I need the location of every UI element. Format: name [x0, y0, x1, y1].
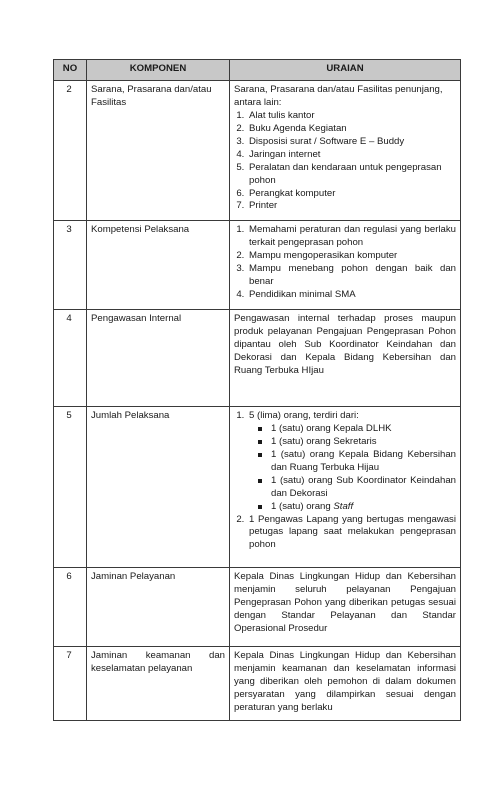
- uraian-intro: Sarana, Prasarana dan/atau Fasilitas penunjang, antara lain:: [234, 84, 443, 108]
- komponen-line-2: keselamatan pelayanan: [91, 662, 193, 674]
- bullet-item: [269, 501, 456, 514]
- table-row: [54, 221, 461, 310]
- list-item-label: 5 (lima) orang, terdiri dari:: [249, 410, 359, 421]
- row-komponen: Kompetensi Pelaksana: [87, 221, 230, 310]
- list-item: 1. Memahami peraturan dan regulasi yang berlaku terkait pengeprasan pohon: [247, 224, 456, 250]
- row-uraian: [230, 221, 461, 310]
- table-header-row: [54, 60, 461, 81]
- bullet-italic-text: Staff: [333, 500, 354, 512]
- list-item: 2. 1 Pengawas Lapang yang bertugas mengawasi petugas lapang saat melakukan pengeprasan pohon: [247, 514, 456, 553]
- list-item: 7. Printer: [247, 200, 456, 213]
- competence-list: [234, 224, 456, 302]
- row-komponen: [87, 647, 230, 721]
- table-row: [54, 407, 461, 568]
- row-komponen: Jumlah Pelaksana: [87, 407, 230, 568]
- service-standard-table: [53, 59, 461, 721]
- header-no: NO: [54, 60, 87, 81]
- row-number: 7: [54, 647, 87, 721]
- list-item: 3. Mampu menebang pohon dengan baik dan benar: [247, 263, 456, 289]
- row-number: 6: [54, 568, 87, 647]
- row-uraian: [230, 407, 461, 568]
- table-row: [54, 568, 461, 647]
- komponen-word: dan: [208, 650, 225, 661]
- list-item: 3. Disposisi surat / Software E – Buddy: [247, 136, 456, 149]
- list-item: 6. Perangkat komputer: [247, 188, 456, 201]
- row-komponen: Jaminan Pelayanan: [87, 568, 230, 647]
- row-number: 4: [54, 310, 87, 407]
- komponen-word: keamanan: [145, 650, 191, 661]
- list-item: 1. Alat tulis kantor: [247, 110, 456, 123]
- row-number: 5: [54, 407, 87, 568]
- staff-list: [234, 410, 456, 552]
- header-uraian: URAIAN: [230, 60, 461, 81]
- list-item: 4. Jaringan internet: [247, 149, 456, 162]
- row-uraian: [230, 81, 461, 221]
- list-item: [247, 410, 456, 514]
- row-number: 3: [54, 221, 87, 310]
- bullet-item: 1 (satu) orang Sub Koordinator Keindahan dan Dekorasi: [271, 474, 456, 499]
- row-number: 2: [54, 81, 87, 221]
- bullet-item: 1 (satu) orang Kepala Bidang Kebersihan dan Ruang Terbuka Hijau: [271, 448, 456, 473]
- list-item: 5. Peralatan dan kendaraan untuk pengeprasan pohon: [247, 162, 456, 188]
- bullet-item: 1 (satu) orang Sekretaris: [269, 436, 456, 449]
- row-uraian: Kepala Dinas Lingkungan Hidup dan Kebersihan menjamin keamanan dan keselamatan informasi yang diberikan oleh pemohon di dalam dokumen persyaratan yang dilampirkan sesuai dengan peraturan yang berlaku: [230, 647, 461, 721]
- list-item: 4. Pendidikan minimal SMA: [247, 289, 456, 302]
- row-komponen: Sarana, Prasarana dan/atau Fasilitas: [87, 81, 230, 221]
- komponen-line-1: [91, 650, 225, 663]
- list-item: 2. Mampu mengoperasikan komputer: [247, 250, 456, 263]
- facility-list: [234, 110, 456, 214]
- table-row: [54, 647, 461, 721]
- staff-bullet-list: [249, 423, 456, 514]
- bullet-item: 1 (satu) orang Kepala DLHK: [269, 423, 456, 436]
- list-item: 2. Buku Agenda Kegiatan: [247, 123, 456, 136]
- komponen-word: Jaminan: [91, 650, 128, 661]
- table-row: [54, 81, 461, 221]
- row-uraian: Pengawasan internal terhadap proses maupun produk pelayanan Pengajuan Pengeprasan Pohon dipantau oleh Sub Koordinator Keindahan dan Dekorasi dan Kepala Bidang Kebersihan dan Ruang Terbuka HIjau: [230, 310, 461, 407]
- header-komponen: KOMPONEN: [87, 60, 230, 81]
- row-komponen: Pengawasan Internal: [87, 310, 230, 407]
- table-row: [54, 310, 461, 407]
- row-uraian: Kepala Dinas Lingkungan Hidup dan Kebersihan menjamin seluruh pelayanan Pengajuan Pengeprasan Pohon yang diberikan petugas sesuai dengan Standar Pelayanan dan Standar Operasional Prosedur: [230, 568, 461, 647]
- bullet-text: 1 (satu) orang: [271, 500, 334, 512]
